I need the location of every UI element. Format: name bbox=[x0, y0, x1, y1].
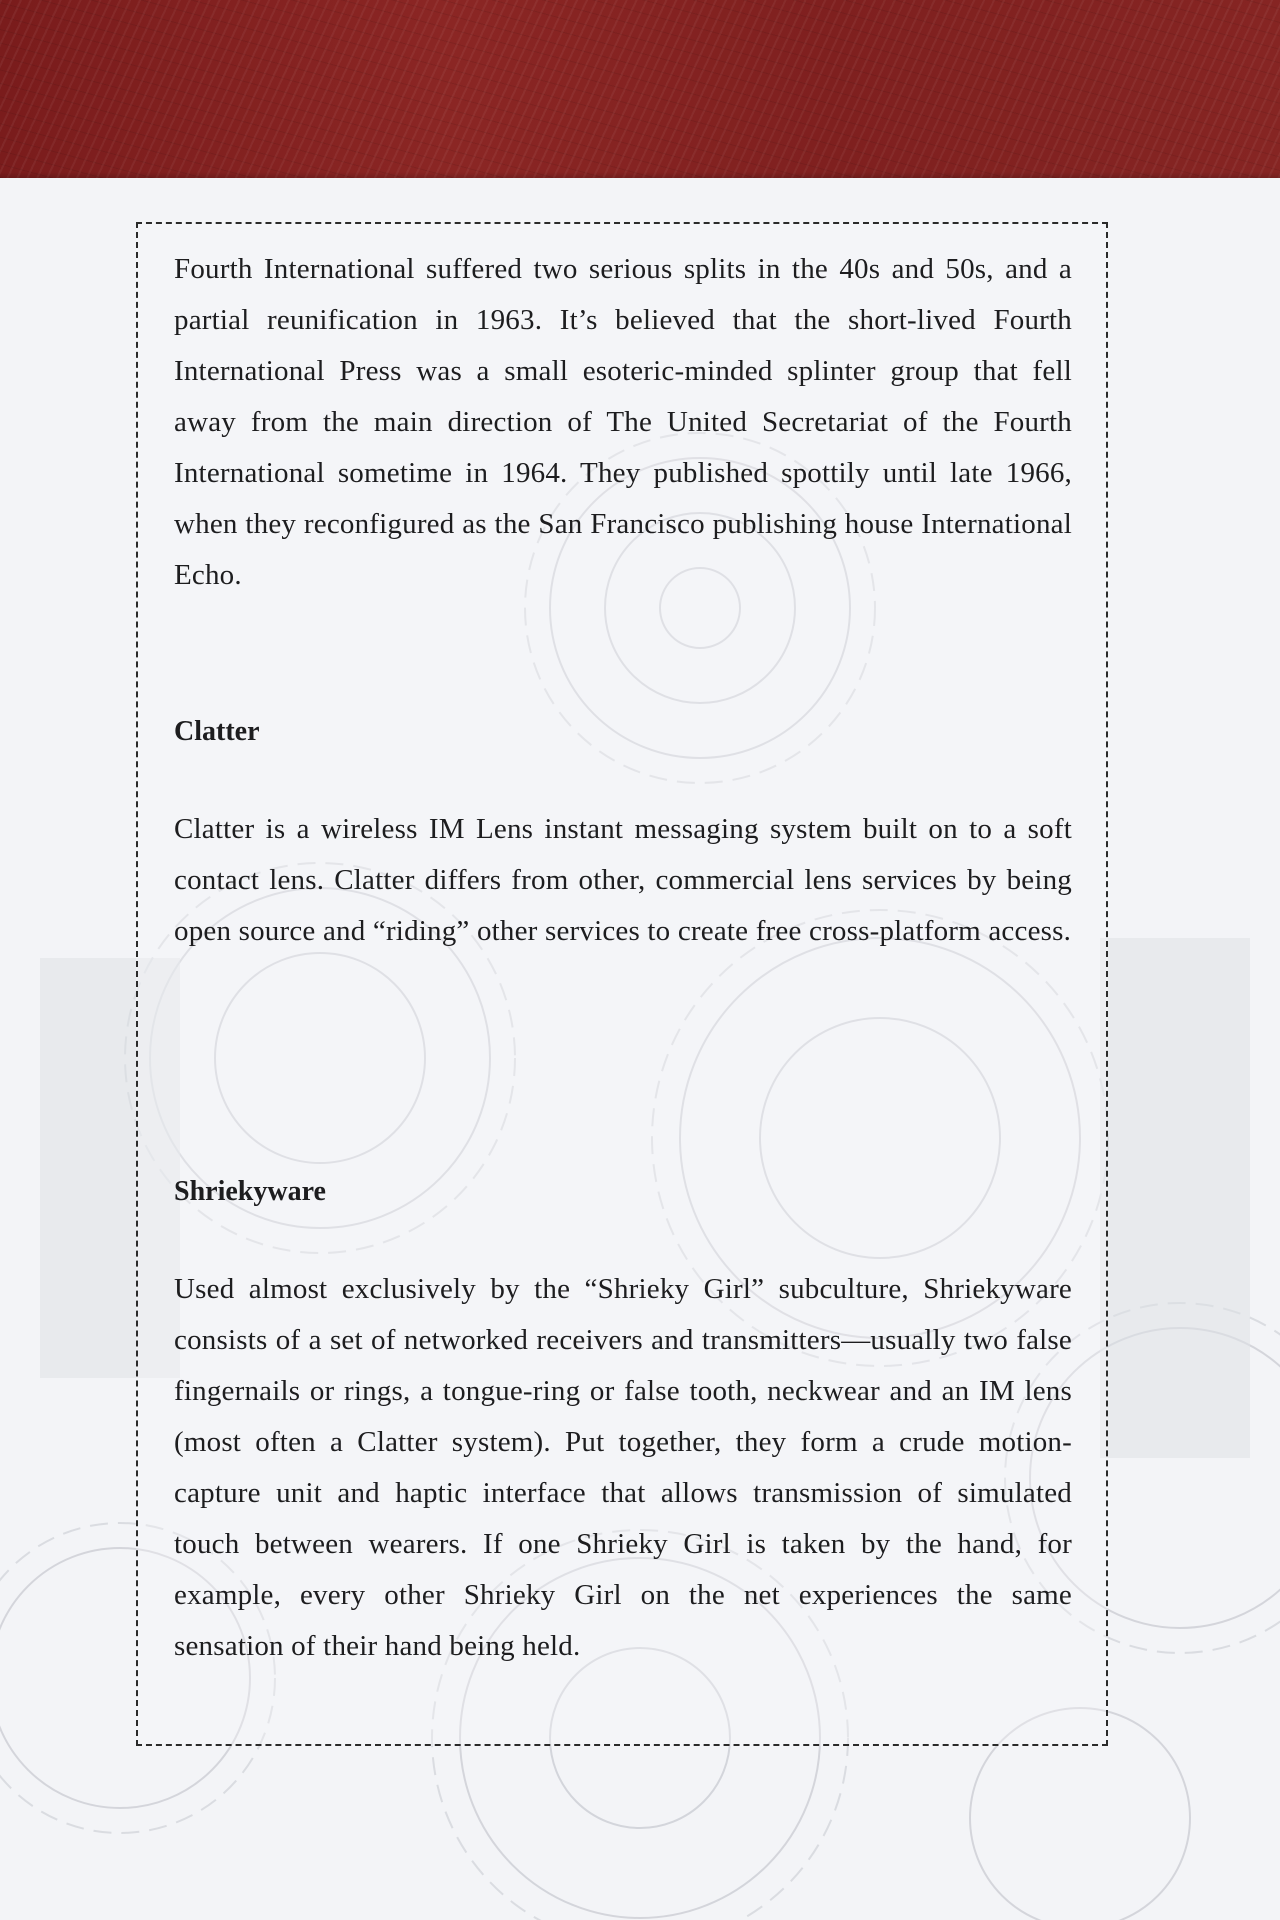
section-body-shriekyware: Used almost exclusively by the “Shrieky Girl” subculture, Shriekyware consists of a set of networked receivers and transmitters—usually two false fingernails or rings, a tongue-ring or false tooth, neckwear and an IM lens (most often a Clatter system). Put together, they form a crude motion-capture unit and haptic interface that allows transmission of simulated touch between wearers. If one Shrieky Girl is taken by the hand, for example, every other Shrieky Girl on the net experiences the same sensation of their hand being held. bbox=[174, 1273, 1072, 1662]
article-text-box bbox=[136, 222, 1108, 1746]
header-band bbox=[0, 0, 1280, 178]
section-heading-clatter: Clatter bbox=[174, 716, 260, 747]
section-heading-shriekyware: Shriekyware bbox=[174, 1176, 326, 1207]
intro-paragraph: Fourth International suffered two serious splits in the 40s and 50s, and a partial reunification in 1963. It’s believed that the short-lived Fourth International Press was a small esoteric-minded splinter group that fell away from the main direction of The United Secretariat of the Fourth International sometime in 1964. They published spottily until late 1966, when they reconfigured as the San Francisco publishing house International Echo. bbox=[174, 253, 1072, 591]
section-body-clatter: Clatter is a wireless IM Lens instant messaging system built on to a soft contact lens. Clatter differs from other, commercial lens services by being open source and “riding” other services to create free cross-platform access. bbox=[174, 813, 1072, 947]
